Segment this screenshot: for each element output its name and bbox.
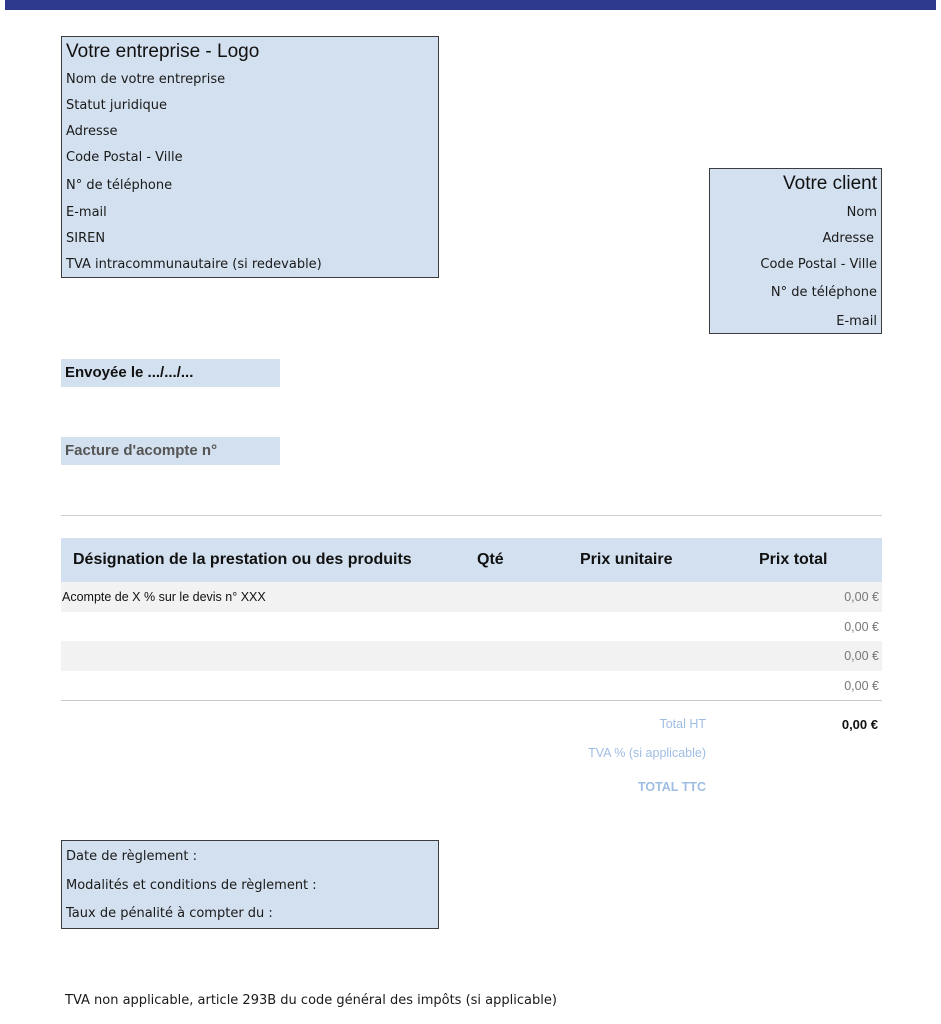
header-designation: Désignation de la prestation ou des produits xyxy=(73,551,412,568)
client-address: Adresse xyxy=(822,231,874,246)
table-header xyxy=(61,538,882,582)
total-ht-label: Total HT xyxy=(659,717,706,731)
table-row xyxy=(61,582,882,612)
row-designation: Acompte de X % sur le devis n° XXX xyxy=(62,590,266,604)
company-info-box xyxy=(61,36,439,278)
company-phone: N° de téléphone xyxy=(66,178,173,193)
client-title: Votre client xyxy=(783,173,877,194)
company-siren: SIREN xyxy=(66,231,106,246)
company-logo-title: Votre entreprise - Logo xyxy=(66,41,260,62)
header-quantity: Qté xyxy=(477,551,504,568)
top-accent-bar xyxy=(5,0,936,10)
header-total-price: Prix total xyxy=(759,551,828,568)
section-divider xyxy=(61,515,882,516)
payment-terms: Modalités et conditions de règlement : xyxy=(66,878,317,893)
client-phone: N° de téléphone xyxy=(770,285,877,300)
header-unit-price: Prix unitaire xyxy=(580,551,673,568)
total-ht-value: 0,00 € xyxy=(841,717,878,732)
payment-info-box xyxy=(61,840,439,929)
company-legal-status: Statut juridique xyxy=(66,98,168,113)
sent-date-label: Envoyée le .../.../... xyxy=(61,359,280,387)
tva-label: TVA % (si applicable) xyxy=(588,746,706,760)
table-row xyxy=(61,612,882,642)
row-total: 0,00 € xyxy=(844,649,879,663)
row-total: 0,00 € xyxy=(844,678,879,693)
client-info-box xyxy=(709,168,882,334)
client-email: E-mail xyxy=(836,314,877,329)
row-total: 0,00 € xyxy=(844,619,879,634)
client-name: Nom xyxy=(846,205,877,220)
row-total: 0,00 € xyxy=(844,590,879,604)
company-name: Nom de votre entreprise xyxy=(66,72,226,87)
invoice-number-label: Facture d'acompte n° xyxy=(61,437,280,465)
company-email: E-mail xyxy=(66,205,107,220)
total-ttc-label: TOTAL TTC xyxy=(637,780,706,794)
penalty-rate: Taux de pénalité à compter du : xyxy=(66,906,273,921)
table-row xyxy=(61,671,882,701)
table-row xyxy=(61,641,882,671)
company-address: Adresse xyxy=(66,124,118,139)
client-postal-city: Code Postal - Ville xyxy=(760,257,877,272)
table-bottom-divider xyxy=(61,700,882,701)
company-vat-number: TVA intracommunautaire (si redevable) xyxy=(66,257,322,272)
company-postal-city: Code Postal - Ville xyxy=(66,150,183,165)
payment-date: Date de règlement : xyxy=(66,849,198,864)
vat-footer-note: TVA non applicable, article 293B du code général des impôts (si applicable) xyxy=(65,993,557,1008)
